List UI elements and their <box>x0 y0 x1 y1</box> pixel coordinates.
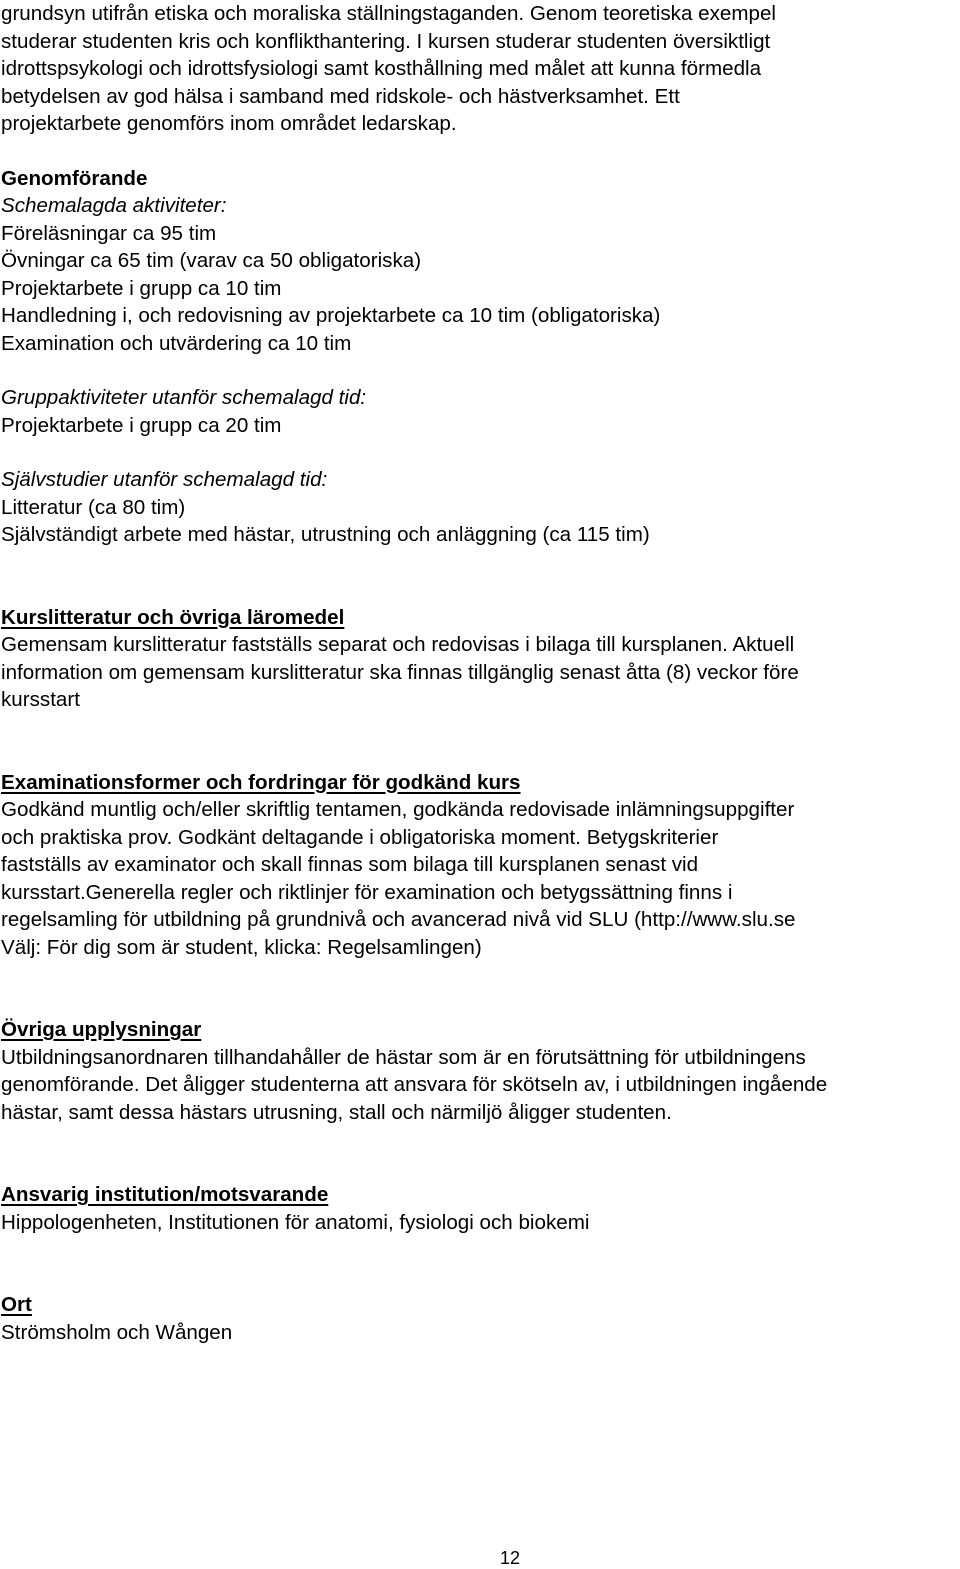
section-ort <box>1 1291 959 1346</box>
text-line: betydelsen av god hälsa i samband med ridskole- och hästverksamhet. Ett <box>1 84 680 108</box>
list-item: Litteratur (ca 80 tim) <box>1 495 186 519</box>
list-item: Projektarbete i grupp ca 10 tim <box>1 276 282 300</box>
section-genomforande <box>1 165 959 549</box>
section-ovriga <box>1 1016 959 1126</box>
page-number: 12 <box>499 1548 521 1568</box>
text-line: Godkänd muntlig och/eller skriftlig tentamen, godkända redovisade inlämningsuppgifter <box>1 798 795 821</box>
text-line: grundsyn utifrån etiska och moraliska ställningstaganden. Genom teoretiska exempel <box>1 2 776 25</box>
text-line: idrottspsykologi och idrottsfysiologi samt kosthållning med målet att kunna förmedla <box>1 57 762 80</box>
text-line: genomförande. Det åligger studenterna att ansvara för skötseln av, i utbildningen ingående <box>1 1073 828 1096</box>
section-ansvarig <box>1 1181 959 1236</box>
text-line: projektarbete genomförs inom området ledarskap. <box>1 112 457 135</box>
text-line: Hippologenheten, Institutionen för anatomi, fysiologi och biokemi <box>1 1210 590 1234</box>
list-item: Föreläsningar ca 95 tim <box>1 221 217 245</box>
section-heading: Kurslitteratur och övriga läromedel <box>1 605 345 629</box>
list-item: Projektarbete i grupp ca 20 tim <box>1 413 282 437</box>
list-item: Handledning i, och redovisning av projektarbete ca 10 tim (obligatoriska) <box>1 304 661 327</box>
section-examination <box>1 769 959 962</box>
text-line: kursstart <box>1 688 80 711</box>
text-line: regelsamling för utbildning på grundnivå och avancerad nivå vid SLU (http://www.slu.se <box>1 908 796 931</box>
list-item: Examination och utvärdering ca 10 tim <box>1 331 352 355</box>
text-line: kursstart.Generella regler och riktlinjer för examination och betygssättning finns i <box>1 880 733 904</box>
text-line: studerar studenten kris och konflikthantering. I kursen studerar studenten översiktligt <box>1 29 771 53</box>
text-line: Utbildningsanordnaren tillhandahåller de hästar som är en förutsättning för utbildningens <box>1 1045 806 1069</box>
section-heading: Examinationsformer och fordringar för godkänd kurs <box>1 770 521 794</box>
subheading-group: Gruppaktiviteter utanför schemalagd tid: <box>1 386 367 409</box>
intro-paragraph <box>1 0 959 138</box>
text-line: hästar, samt dessa hästars utrusning, stall och närmiljö åligger studenten. <box>1 1100 672 1124</box>
section-heading: Ansvarig institution/motsvarande <box>1 1183 329 1206</box>
section-heading: Genomförande <box>1 166 148 190</box>
text-line: information om gemensam kurslitteratur ska finnas tillgänglig senast åtta (8) veckor före <box>1 660 799 684</box>
text-line: Välj: För dig som är student, klicka: Regelsamlingen) <box>1 935 482 959</box>
section-kurslitteratur <box>1 604 959 714</box>
text-line: och praktiska prov. Godkänt deltagande i obligatoriska moment. Betygskriterier <box>1 825 719 849</box>
section-heading: Övriga upplysningar <box>1 1018 202 1041</box>
text-line: fastställs av examinator och skall finnas som bilaga till kursplanen senast vid <box>1 853 699 876</box>
text-line: Gemensam kurslitteratur fastställs separat och redovisas i bilaga till kursplanen. Aktuell <box>1 633 795 656</box>
list-item: Övningar ca 65 tim (varav ca 50 obligatoriska) <box>1 249 422 272</box>
section-heading: Ort <box>1 1293 32 1316</box>
subheading-scheduled: Schemalagda aktiviteter: <box>1 194 227 217</box>
list-item: Självständigt arbete med hästar, utrustning och anläggning (ca 115 tim) <box>1 523 650 546</box>
subheading-self-study: Självstudier utanför schemalagd tid: <box>1 468 328 491</box>
text-line: Strömsholm och Wången <box>1 1320 233 1344</box>
